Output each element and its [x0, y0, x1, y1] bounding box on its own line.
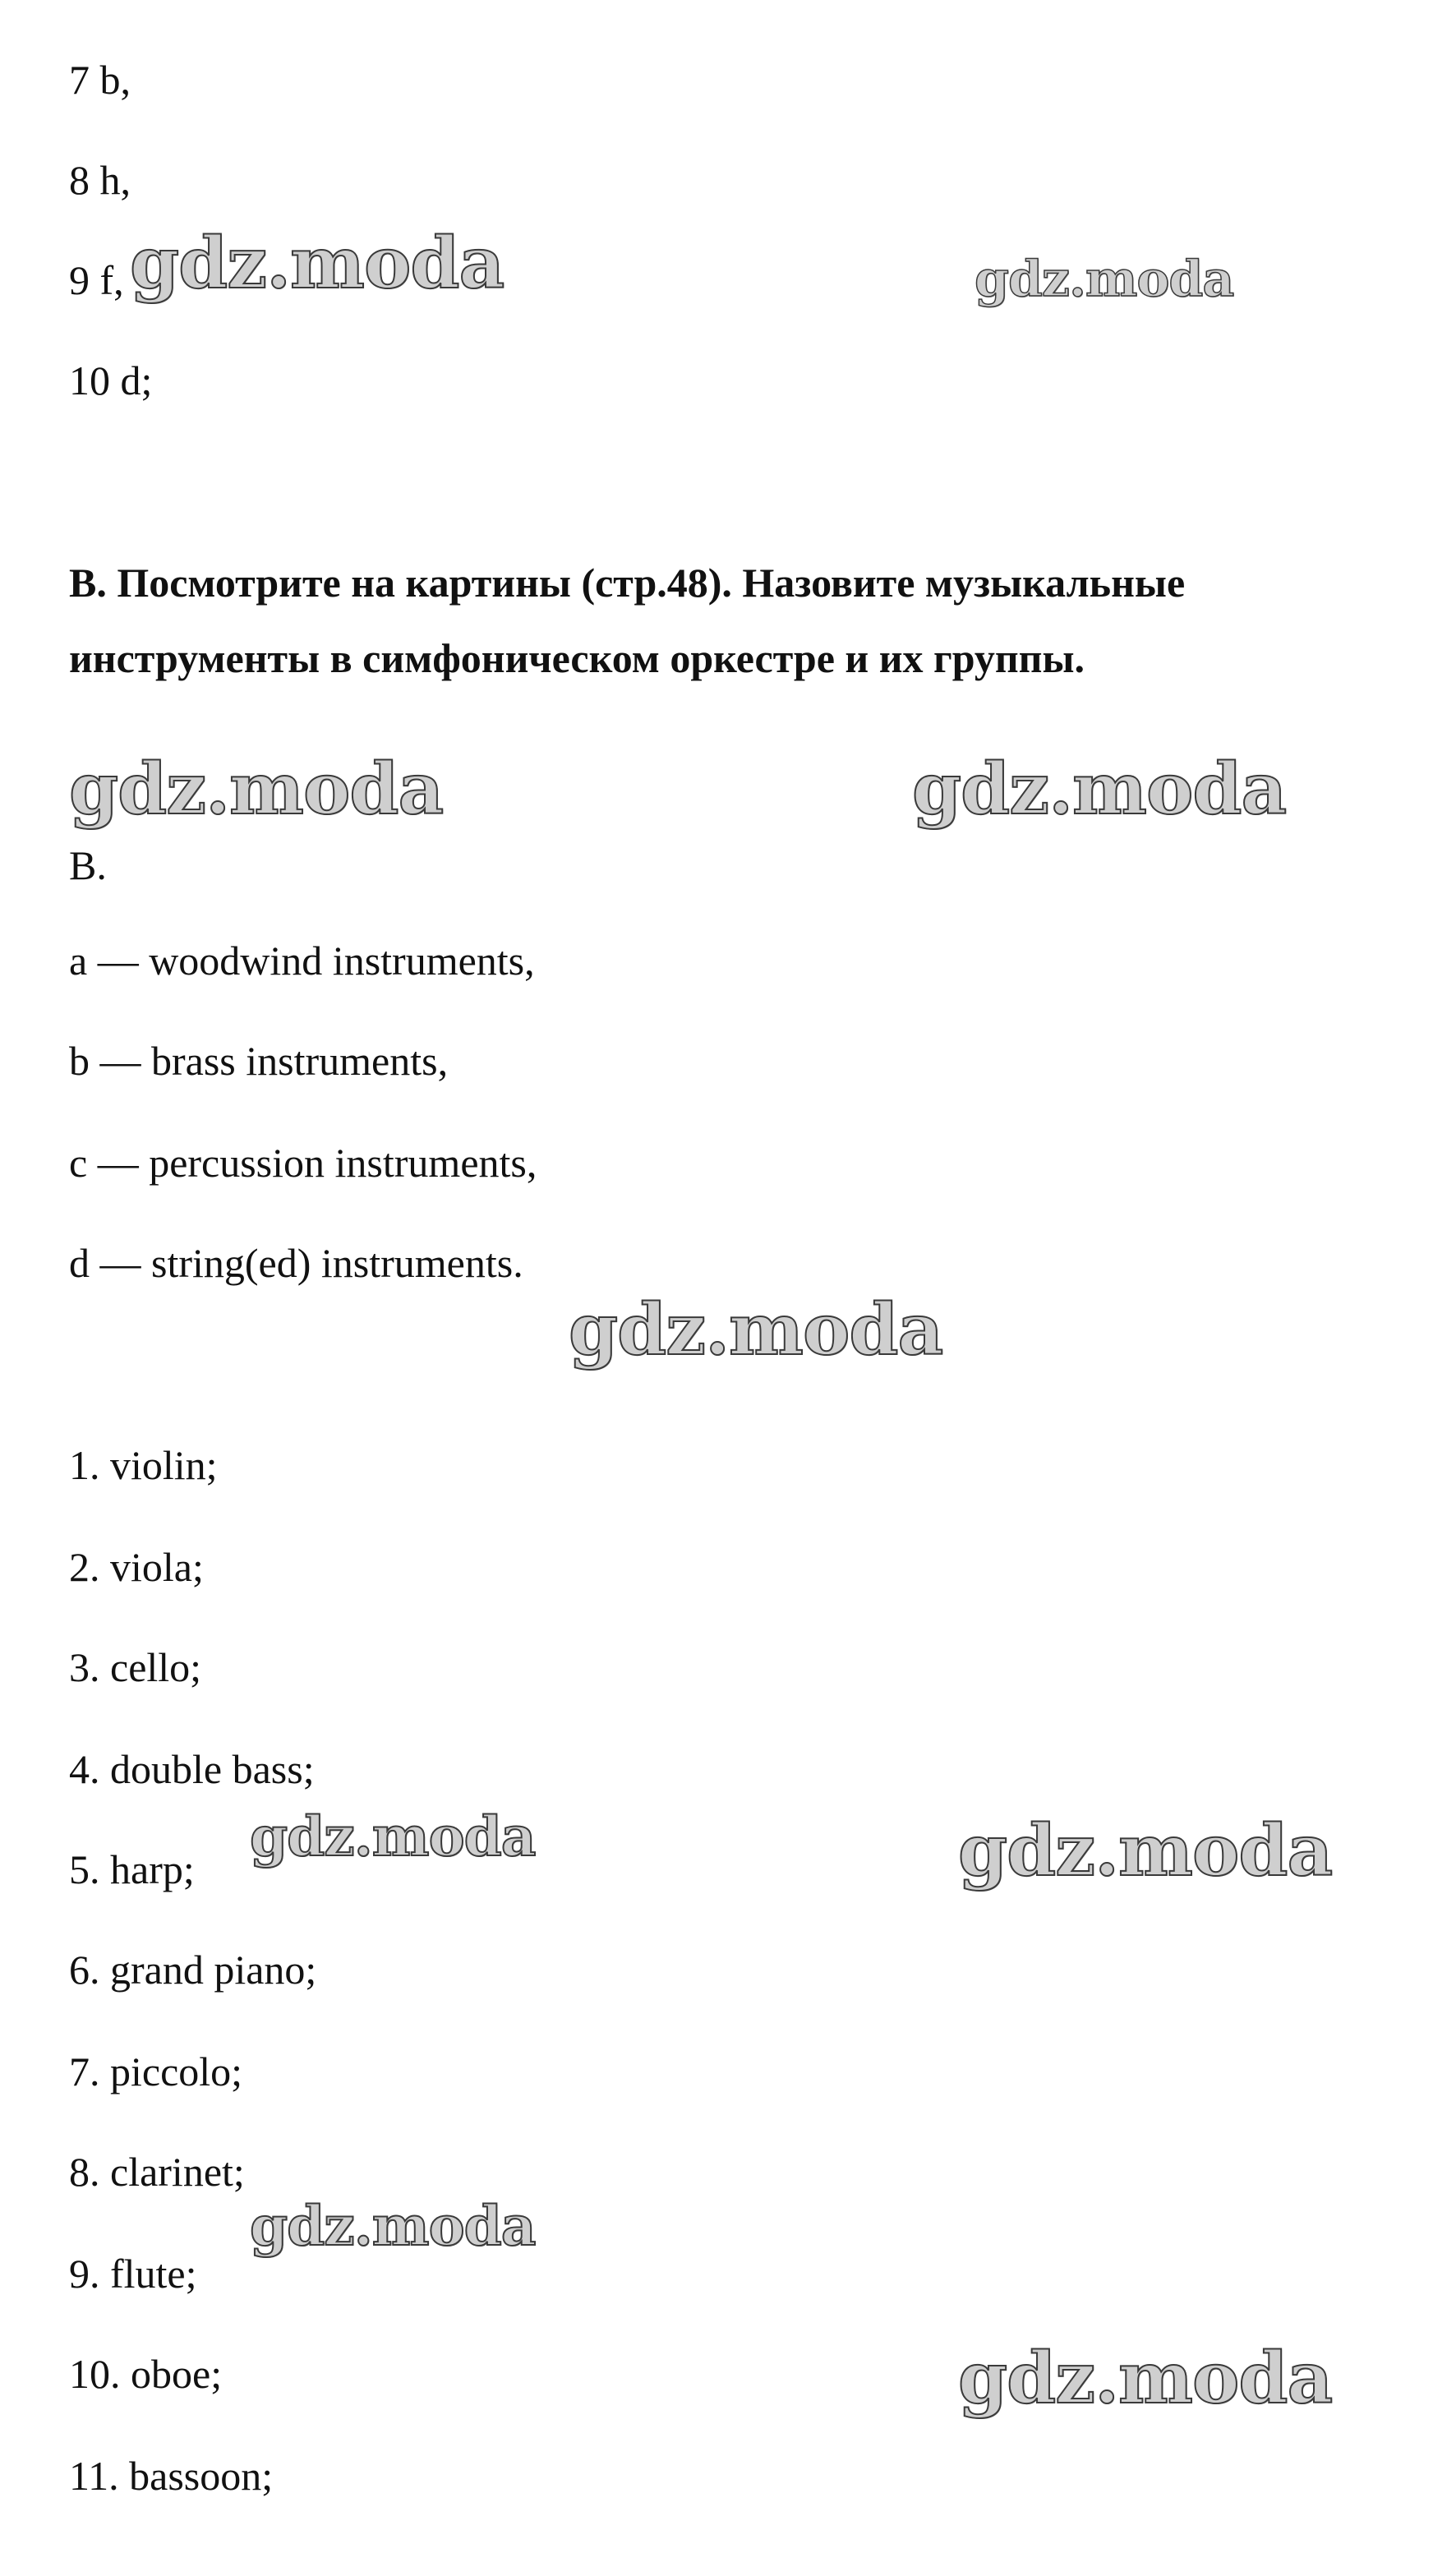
- instrument-item: 7. piccolo;: [69, 2048, 243, 2094]
- group-item: b — brass instruments,: [69, 1038, 449, 1084]
- instrument-item: 9. flute;: [69, 2251, 197, 2297]
- instrument-item: 2. viola;: [69, 1544, 204, 1590]
- answer-line: 10 d;: [69, 357, 153, 403]
- watermark: gdz.moda: [569, 1288, 943, 1371]
- instrument-item: 11. bassoon;: [69, 2453, 274, 2499]
- section-label: B.: [69, 842, 107, 888]
- watermark: gdz.moda: [250, 2194, 536, 2258]
- instrument-item: 10. oboe;: [69, 2351, 223, 2397]
- watermark: gdz.moda: [69, 748, 444, 831]
- watermark: gdz.moda: [958, 1809, 1333, 1892]
- instrument-item: 5. harp;: [69, 1846, 195, 1892]
- watermark: gdz.moda: [912, 748, 1287, 831]
- task-heading-line1: B. Посмотрите на картины (стр.48). Назовите музыкальные: [69, 560, 1186, 606]
- watermark: gdz.moda: [130, 222, 505, 305]
- instrument-item: 1. violin;: [69, 1442, 218, 1488]
- watermark: gdz.moda: [958, 2337, 1333, 2420]
- instrument-item: 3. cello;: [69, 1644, 202, 1690]
- instrument-item: 4. double bass;: [69, 1746, 315, 1792]
- group-item: d — string(ed) instruments.: [69, 1240, 523, 1286]
- group-item: c — percussion instruments,: [69, 1140, 537, 1186]
- watermark: gdz.moda: [250, 1804, 536, 1869]
- answer-line: 8 h,: [69, 157, 131, 203]
- answer-line: 9 f,: [69, 257, 124, 303]
- watermark: gdz.moda: [975, 251, 1234, 308]
- task-heading-line2: инструменты в симфоническом оркестре и их группы.: [69, 635, 1085, 681]
- answer-line: 7 b,: [69, 57, 131, 103]
- instrument-item: 6. grand piano;: [69, 1947, 317, 1993]
- group-item: a — woodwind instruments,: [69, 938, 535, 984]
- instrument-item: 8. clarinet;: [69, 2149, 245, 2195]
